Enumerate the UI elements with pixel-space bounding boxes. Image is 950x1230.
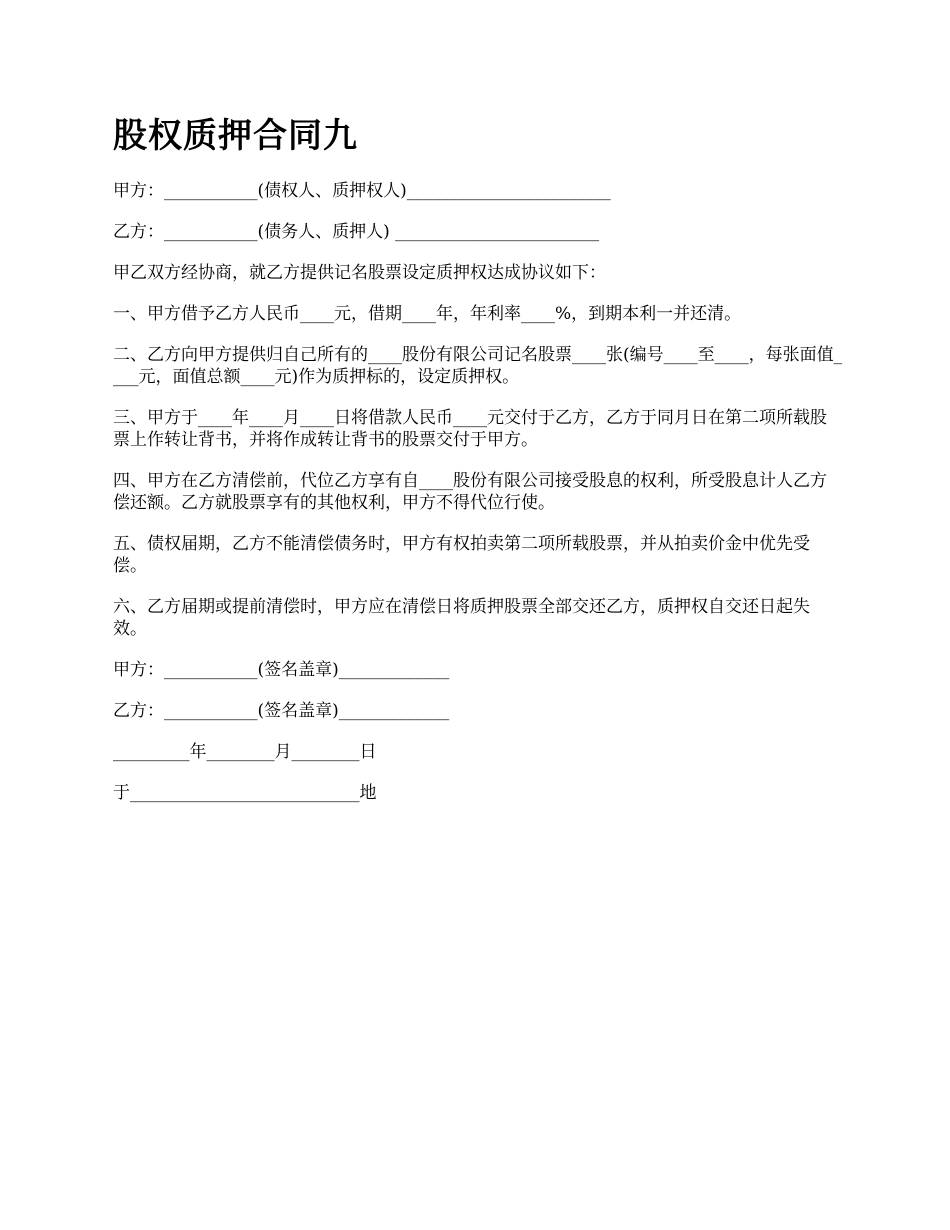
preamble: 甲乙双方经协商，就乙方提供记名股票设定质押权达成协议如下： — [113, 263, 606, 283]
party-b-signature: 乙方：___________(签名盖章)_____________ — [113, 701, 450, 721]
clause-6: 六、乙方届期或提前清偿时，甲方应在清偿日将质押股票全部交还乙方，质押权自交还日起失效。 — [113, 597, 810, 639]
party-b-line: 乙方：___________(债务人、质押人) ________________________ — [113, 222, 600, 242]
date-line: _________年________月________日 — [113, 742, 377, 762]
clause-2: 二、乙方向甲方提供归自己所有的____股份有限公司记名股票____张(编号____至____，每张面值____元，面值总额____元)作为质押标的，设定质押权。 — [113, 345, 843, 387]
place-line: 于___________________________地 — [113, 783, 377, 803]
clause-3: 三、甲方于____年____月____日将借款人民币____元交付于乙方，乙方于同月日在第二项所载股票上作转让背书，并将作成转让背书的股票交付于甲方。 — [113, 408, 827, 450]
document-title: 股权质押合同九 — [113, 116, 358, 156]
clause-1: 一、甲方借予乙方人民币____元，借期____年，年利率____%，到期本利一并还清。 — [113, 304, 742, 324]
clause-4: 四、甲方在乙方清偿前，代位乙方享有自____股份有限公司接受股息的权利，所受股息计人乙方偿还额。乙方就股票享有的其他权利，甲方不得代位行使。 — [113, 471, 827, 513]
document-page — [113, 112, 843, 823]
party-a-line: 甲方：___________(债权人、质押权人)________________________ — [113, 181, 611, 201]
party-a-signature: 甲方：___________(签名盖章)_____________ — [113, 660, 450, 680]
clause-5: 五、债权届期，乙方不能清偿债务时，甲方有权拍卖第二项所载股票，并从拍卖价金中优先受偿。 — [113, 534, 810, 576]
